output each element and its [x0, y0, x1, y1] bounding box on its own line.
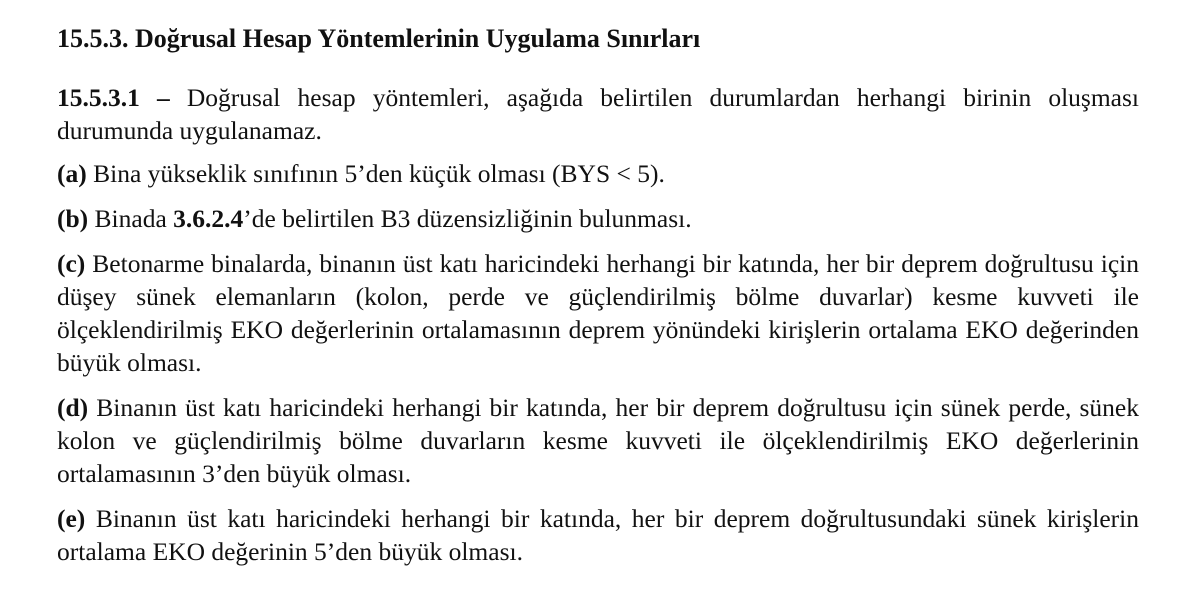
item-b — [57, 202, 1139, 235]
item-c-label: (c) — [57, 249, 86, 278]
section-heading: 15.5.3. Doğrusal Hesap Yöntemlerinin Uygulama Sınırları — [57, 24, 701, 53]
item-e — [57, 502, 1139, 568]
item-a-text: Bina yükseklik sınıfının 5’den küçük olması (BYS < 5). — [86, 159, 665, 188]
item-b-text-before: Binada — [88, 204, 174, 233]
clause-15-5-3-1 — [57, 81, 1139, 147]
item-c — [57, 247, 1139, 379]
clause-number: 15.5.3.1 – — [57, 83, 170, 112]
item-b-reference: 3.6.2.4 — [173, 204, 244, 233]
item-b-label: (b) — [57, 204, 89, 233]
item-e-label: (e) — [57, 504, 86, 533]
item-d-text: Binanın üst katı haricindeki herhangi bir katında, her bir deprem doğrultusu için sünek perde, sünek kolon ve güçlendirilmiş bölme duvarların kesme kuvveti ile ölçeklendirilmiş EKO değerlerinin ortalamasının 3’den büyük olması. — [57, 393, 1139, 488]
item-a — [57, 157, 1139, 190]
item-d-label: (d) — [57, 393, 89, 422]
clause-text: Doğrusal hesap yöntemleri, aşağıda belirtilen durumlardan herhangi birinin oluşması durumunda uygulanamaz. — [57, 83, 1139, 145]
item-c-text: Betonarme binalarda, binanın üst katı haricindeki herhangi bir katında, her bir deprem doğrultusu için düşey sünek elemanların (kolon, perde ve güçlendirilmiş bölme duvarlar) kesme kuvveti ile ölçeklendirilmiş EKO değerlerinin ortalamasının deprem yönündeki kirişlerin ortalama EKO değerinden büyük olması. — [57, 249, 1139, 377]
item-e-text: Binanın üst katı haricindeki herhangi bir katında, her bir deprem doğrultusundaki sünek kirişlerin ortalama EKO değerinin 5’den büyük olması. — [57, 504, 1139, 566]
item-d — [57, 391, 1139, 490]
item-b-text-after: ’de belirtilen B3 düzensizliğinin bulunması. — [243, 204, 692, 233]
item-a-label: (a) — [57, 159, 87, 188]
